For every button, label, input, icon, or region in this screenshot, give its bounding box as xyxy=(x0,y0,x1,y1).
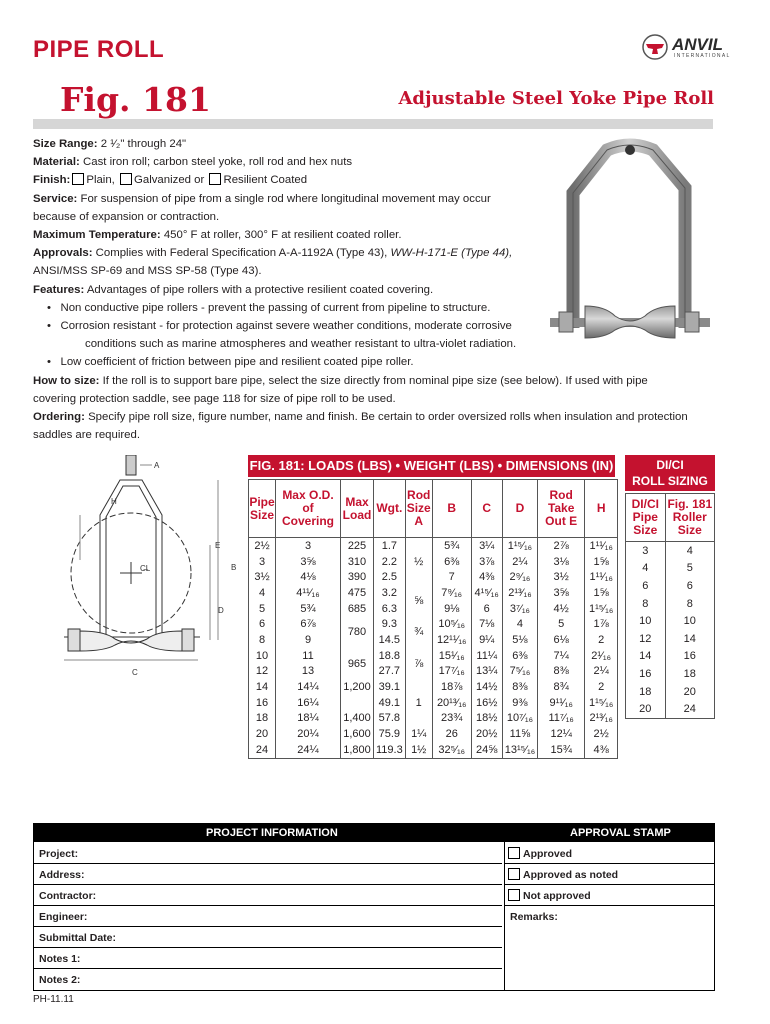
cell-pipe-size: 12 xyxy=(249,664,276,680)
cell-d: 2¹³⁄₁₆ xyxy=(502,585,537,601)
cell-c: 9¼ xyxy=(471,632,502,648)
cell-rod-size: ¾ xyxy=(405,616,432,647)
table-row xyxy=(626,542,715,560)
field-label: Project: xyxy=(39,848,79,860)
cell-max-od: 24¼ xyxy=(276,742,341,758)
cell-h: 1⅝ xyxy=(585,585,618,601)
col-pipe-size: Pipe Size xyxy=(249,480,276,538)
header-rule xyxy=(33,119,713,129)
material-label: Material: xyxy=(33,156,80,169)
howto-label: How to size: xyxy=(33,374,100,387)
dimensions-body xyxy=(249,538,618,759)
cell-max-load: 1,800 xyxy=(341,742,374,758)
cell-take-out: 3⅛ xyxy=(538,554,585,570)
cell-b: 9⅛ xyxy=(432,601,471,617)
cell-d: 8⅜ xyxy=(502,679,537,695)
feature-bullet-1: • Non conductive pipe rollers - prevent the passing of current from pipeline to structure. xyxy=(47,301,491,314)
cell-c: 20½ xyxy=(471,726,502,742)
feature-bullet-3: • Low coefficient of friction between pipe and resilient coated pipe roller. xyxy=(47,356,414,369)
bullet-2-text-b: conditions such as marine atmospheres and weather resistant to ultra-violet radiation. xyxy=(85,338,517,351)
cell-take-out: 7¼ xyxy=(538,648,585,664)
cell-d: 10⁷⁄₁₆ xyxy=(502,711,537,727)
cell-c: 13¼ xyxy=(471,664,502,680)
cell-c: 14½ xyxy=(471,679,502,695)
cell-c: 6 xyxy=(471,601,502,617)
cell-max-load: 1,600 xyxy=(341,726,374,742)
cell-c: 18½ xyxy=(471,711,502,727)
cell-rod-size: ⅝ xyxy=(405,585,432,616)
approvals-value: Complies with Federal Specification A-A-1192A (Type 43), xyxy=(95,247,388,260)
product-photo xyxy=(545,138,715,348)
service-label: Service: xyxy=(33,192,78,205)
cell-weight: 2.2 xyxy=(374,554,406,570)
table-row xyxy=(249,679,618,695)
cell-rod-size xyxy=(405,538,432,554)
cell-max-od: 11 xyxy=(276,648,341,664)
cell-take-out: 4½ xyxy=(538,601,585,617)
cell-max-od: 18¼ xyxy=(276,711,341,727)
cell-roller-size: 14 xyxy=(665,630,714,648)
cell-roller-size: 10 xyxy=(665,612,714,630)
cell-dici-pipe: 18 xyxy=(626,683,666,701)
cell-d: 13¹⁵⁄₁₆ xyxy=(502,742,537,758)
cell-c: 16½ xyxy=(471,695,502,711)
label-a: A xyxy=(154,461,160,470)
finish-plain-label: Plain, xyxy=(86,174,115,187)
col-weight: Wgt. xyxy=(374,480,406,538)
cell-take-out: 12¼ xyxy=(538,726,585,742)
cell-d: 5⅛ xyxy=(502,632,537,648)
cell-pipe-size: 6 xyxy=(249,616,276,632)
field-label: Engineer: xyxy=(39,911,88,923)
not-approved-checkbox[interactable] xyxy=(508,889,520,901)
cell-h: 2¹³⁄₁₆ xyxy=(585,711,618,727)
cell-h: 1¹⁵⁄₁₆ xyxy=(585,695,618,711)
cell-max-od: 14¼ xyxy=(276,679,341,695)
stamp-title: APPROVAL STAMP xyxy=(570,827,671,839)
cell-max-od: 20¼ xyxy=(276,726,341,742)
table-row xyxy=(249,726,618,742)
cell-pipe-size: 24 xyxy=(249,742,276,758)
cell-pipe-size: 2½ xyxy=(249,538,276,554)
size-range-value: 2 ¹⁄₂" through 24" xyxy=(100,138,187,150)
cell-take-out: 3½ xyxy=(538,569,585,585)
cell-h: 4⅜ xyxy=(585,742,618,758)
cell-weight: 49.1 xyxy=(374,695,406,711)
table-row xyxy=(626,630,715,648)
field-label: Notes 1: xyxy=(39,953,81,965)
cell-d: 11⅝ xyxy=(502,726,537,742)
finish-label: Finish: xyxy=(33,174,71,187)
cell-d: 7⁵⁄₁₆ xyxy=(502,664,537,680)
remarks-label: Remarks: xyxy=(510,911,558,923)
cell-b: 17⁷⁄₁₆ xyxy=(432,664,471,680)
cell-h: 2 xyxy=(585,632,618,648)
approvals-value-2: ANSI/MSS SP-69 and MSS SP-58 (Type 43). xyxy=(33,265,262,278)
roll-sizing-panel xyxy=(625,455,715,719)
cell-b: 12¹¹⁄₁₆ xyxy=(432,632,471,648)
col-rod-size: Rod Size A xyxy=(405,480,432,538)
cell-take-out: 8⅜ xyxy=(538,664,585,680)
anvil-logo xyxy=(642,34,742,64)
table-row xyxy=(249,742,618,758)
cell-h: 2¹⁄₁₆ xyxy=(585,648,618,664)
label-c: C xyxy=(132,668,138,677)
cell-roller-size: 6 xyxy=(665,577,714,595)
not-approved-option[interactable] xyxy=(505,885,714,906)
cell-max-load: 780 xyxy=(341,616,374,647)
approved-checkbox[interactable] xyxy=(508,847,520,859)
col-max-od: Max O.D. of Covering xyxy=(276,480,341,538)
category-title: PIPE ROLL xyxy=(33,36,165,63)
finish-coated-checkbox[interactable] xyxy=(209,173,221,185)
cell-weight: 2.5 xyxy=(374,569,406,585)
approved-label: Approved xyxy=(523,848,573,860)
table-row xyxy=(249,601,618,617)
cell-dici-pipe: 14 xyxy=(626,648,666,666)
cell-weight: 27.7 xyxy=(374,664,406,680)
cell-h: 2¼ xyxy=(585,664,618,680)
table-row xyxy=(249,711,618,727)
engineer-field[interactable] xyxy=(34,906,502,927)
dimension-drawing xyxy=(60,455,245,710)
table-row xyxy=(249,648,618,664)
cell-max-od: 9 xyxy=(276,632,341,648)
field-label: Submittal Date: xyxy=(39,932,117,944)
cell-roller-size: 18 xyxy=(665,665,714,683)
cell-max-load xyxy=(341,695,374,711)
dimensions-table xyxy=(248,479,618,759)
cell-dici-pipe: 10 xyxy=(626,612,666,630)
cell-roller-size: 8 xyxy=(665,595,714,613)
cell-d: 9⅜ xyxy=(502,695,537,711)
cell-rod-size: ⅞ xyxy=(405,648,432,679)
cell-max-od: 5¾ xyxy=(276,601,341,617)
cell-max-load: 965 xyxy=(341,648,374,679)
main-table-title: FIG. 181: LOADS (LBS) • WEIGHT (LBS) • DIMENSIONS (IN) xyxy=(248,455,615,477)
contractor-field[interactable] xyxy=(34,885,502,906)
cell-dici-pipe: 4 xyxy=(626,560,666,578)
cell-d: 6⅜ xyxy=(502,648,537,664)
cell-max-od: 4⅛ xyxy=(276,569,341,585)
project-title: PROJECT INFORMATION xyxy=(206,827,338,839)
label-e: E xyxy=(215,541,221,550)
approved-noted-label: Approved as noted xyxy=(523,869,619,881)
cell-dici-pipe: 12 xyxy=(626,630,666,648)
cell-max-load: 1,400 xyxy=(341,711,374,727)
cell-weight: 39.1 xyxy=(374,679,406,695)
col-c: C xyxy=(471,480,502,538)
approvals-italic: WW-H-171-E (Type 44), xyxy=(390,247,513,260)
cell-pipe-size: 8 xyxy=(249,632,276,648)
cell-max-load: 225 xyxy=(341,538,374,554)
cell-rod-size: 1¼ xyxy=(405,726,432,742)
cell-take-out: 15¾ xyxy=(538,742,585,758)
col-roller-size: Fig. 181 Roller Size xyxy=(665,494,714,542)
material-value: Cast iron roll; carbon steel yoke, roll rod and hex nuts xyxy=(83,156,353,169)
cell-h: 1⅞ xyxy=(585,616,618,632)
logo-sub: INTERNATIONAL xyxy=(674,53,731,59)
cell-take-out: 9¹¹⁄₁₆ xyxy=(538,695,585,711)
address-field[interactable] xyxy=(34,864,502,885)
notes-1-field[interactable] xyxy=(34,948,502,969)
ordering-value-2: saddles are required. xyxy=(33,429,141,442)
maxtemp-label: Maximum Temperature: xyxy=(33,229,161,242)
service-value-2: because of expansion or contraction. xyxy=(33,210,220,223)
table-row xyxy=(626,700,715,718)
ordering-value: Specify pipe roll size, figure number, name and finish. Be certain to order oversized rolls when insulation and protection xyxy=(88,411,688,424)
cell-weight: 57.8 xyxy=(374,711,406,727)
cell-pipe-size: 20 xyxy=(249,726,276,742)
size-range-label: Size Range: xyxy=(33,138,98,150)
col-b: B xyxy=(432,480,471,538)
roll-title-1: DI/CI xyxy=(656,458,684,472)
submittal-date-field[interactable] xyxy=(34,927,502,948)
cell-d: 4 xyxy=(502,616,537,632)
table-row xyxy=(626,665,715,683)
cell-rod-size: ½ xyxy=(405,554,432,570)
features-value: Advantages of pipe rollers with a protective resilient coated covering. xyxy=(86,283,434,296)
table-row xyxy=(249,554,618,570)
project-information-form xyxy=(33,823,715,991)
approvals-label: Approvals: xyxy=(33,247,93,260)
cell-max-load: 1,200 xyxy=(341,679,374,695)
col-d: D xyxy=(502,480,537,538)
cell-c: 24⅝ xyxy=(471,742,502,758)
cell-roller-size: 24 xyxy=(665,700,714,718)
cell-take-out: 6⅛ xyxy=(538,632,585,648)
cell-pipe-size: 18 xyxy=(249,711,276,727)
cell-b: 20¹³⁄₁₆ xyxy=(432,695,471,711)
cell-max-od: 3⅝ xyxy=(276,554,341,570)
cell-weight: 119.3 xyxy=(374,742,406,758)
label-d: D xyxy=(218,606,224,615)
cell-weight: 6.3 xyxy=(374,601,406,617)
cell-roller-size: 20 xyxy=(665,683,714,701)
finish-galvanized-checkbox[interactable] xyxy=(120,173,132,185)
approved-option[interactable] xyxy=(505,843,714,864)
cell-c: 3⅞ xyxy=(471,554,502,570)
howto-value-2: covering protection saddle, see page 118 for size of pipe roll to be used. xyxy=(33,392,396,405)
cell-max-od: 4¹¹⁄₁₆ xyxy=(276,585,341,601)
table-row xyxy=(249,616,618,632)
cell-weight: 14.5 xyxy=(374,632,406,648)
finish-galvanized-label: Galvanized or xyxy=(134,174,205,187)
cell-dici-pipe: 3 xyxy=(626,542,666,560)
table-row xyxy=(249,664,618,680)
cell-weight: 75.9 xyxy=(374,726,406,742)
cell-pipe-size: 16 xyxy=(249,695,276,711)
table-row xyxy=(249,695,618,711)
cell-d: 3⁷⁄₁₆ xyxy=(502,601,537,617)
cell-weight: 9.3 xyxy=(374,616,406,632)
finish-plain-checkbox[interactable] xyxy=(72,173,84,185)
maxtemp-value: 450° F at roller, 300° F at resilient coated roller. xyxy=(163,229,402,242)
bullet-2-text: Corrosion resistant - for protection against severe weather conditions, moderate corrosive xyxy=(60,320,512,333)
col-dici-pipe: DI/CI Pipe Size xyxy=(626,494,666,542)
cell-dici-pipe: 20 xyxy=(626,700,666,718)
cell-b: 32⁵⁄₁₆ xyxy=(432,742,471,758)
cell-h: 1⅝ xyxy=(585,554,618,570)
cell-roller-size: 5 xyxy=(665,560,714,578)
cell-take-out: 11⁷⁄₁₆ xyxy=(538,711,585,727)
ordering-label: Ordering: xyxy=(33,411,85,424)
cell-rod-size xyxy=(405,679,432,695)
cell-pipe-size: 3 xyxy=(249,554,276,570)
label-cl: C̶L xyxy=(140,564,151,573)
label-h: H xyxy=(111,497,117,506)
field-label: Address: xyxy=(39,869,85,881)
cell-dici-pipe: 6 xyxy=(626,577,666,595)
col-h: H xyxy=(585,480,618,538)
cell-b: 10⁵⁄₁₆ xyxy=(432,616,471,632)
table-row xyxy=(249,632,618,648)
table-row xyxy=(626,612,715,630)
page-number: PH-11.11 xyxy=(33,994,74,1005)
bullet-1-text: Non conductive pipe rollers - prevent the passing of current from pipeline to structure. xyxy=(60,301,491,314)
cell-weight: 18.8 xyxy=(374,648,406,664)
cell-pipe-size: 3½ xyxy=(249,569,276,585)
not-approved-label: Not approved xyxy=(523,890,591,902)
cell-max-load: 475 xyxy=(341,585,374,601)
cell-pipe-size: 4 xyxy=(249,585,276,601)
cell-b: 6⅜ xyxy=(432,554,471,570)
cell-dici-pipe: 16 xyxy=(626,665,666,683)
table-row xyxy=(249,569,618,585)
notes-2-field[interactable] xyxy=(34,969,502,989)
cell-rod-size: 1½ xyxy=(405,742,432,758)
cell-h: 1¹¹⁄₁₆ xyxy=(585,538,618,554)
project-field[interactable] xyxy=(34,843,502,864)
feature-bullet-2: • Corrosion resistant - for protection against severe weather conditions, moderate corrosive xyxy=(47,320,512,333)
cell-d: 2¼ xyxy=(502,554,537,570)
cell-max-od: 16¼ xyxy=(276,695,341,711)
cell-rod-size: 1 xyxy=(405,695,432,711)
table-row xyxy=(626,648,715,666)
roll-sizing-body xyxy=(626,542,715,719)
cell-roller-size: 16 xyxy=(665,648,714,666)
cell-c: 3¼ xyxy=(471,538,502,554)
cell-take-out: 3⅝ xyxy=(538,585,585,601)
cell-take-out: 8¾ xyxy=(538,679,585,695)
cell-roller-size: 4 xyxy=(665,542,714,560)
table-row xyxy=(249,538,618,554)
cell-b: 7⁹⁄₁₆ xyxy=(432,585,471,601)
bullet-3-text: Low coefficient of friction between pipe and resilient coated pipe roller. xyxy=(60,356,414,369)
cell-weight: 3.2 xyxy=(374,585,406,601)
cell-max-od: 6⅞ xyxy=(276,616,341,632)
project-header-bar xyxy=(34,824,714,842)
cell-b: 23¾ xyxy=(432,711,471,727)
cell-take-out: 5 xyxy=(538,616,585,632)
cell-c: 4¹⁵⁄₁₆ xyxy=(471,585,502,601)
cell-rod-size xyxy=(405,711,432,727)
cell-rod-size xyxy=(405,569,432,585)
approved-noted-option[interactable] xyxy=(505,864,714,885)
cell-weight: 1.7 xyxy=(374,538,406,554)
table-row xyxy=(626,560,715,578)
approved-noted-checkbox[interactable] xyxy=(508,868,520,880)
cell-b: 7 xyxy=(432,569,471,585)
table-row xyxy=(626,595,715,613)
field-label: Contractor: xyxy=(39,890,97,902)
cell-h: 1¹¹⁄₁₆ xyxy=(585,569,618,585)
field-label: Notes 2: xyxy=(39,974,81,986)
cell-b: 15¹⁄₁₆ xyxy=(432,648,471,664)
cell-b: 18⅞ xyxy=(432,679,471,695)
cell-take-out: 2⅞ xyxy=(538,538,585,554)
cell-max-load: 310 xyxy=(341,554,374,570)
roll-title-2: ROLL SIZING xyxy=(632,474,708,488)
anvil-mark-icon xyxy=(642,34,670,60)
cell-b: 5¾ xyxy=(432,538,471,554)
cell-pipe-size: 10 xyxy=(249,648,276,664)
product-name: Adjustable Steel Yoke Pipe Roll xyxy=(398,88,714,109)
logo-brand: ANVIL xyxy=(672,35,723,54)
cell-pipe-size: 14 xyxy=(249,679,276,695)
roll-sizing-table xyxy=(625,493,715,719)
cell-max-od: 3 xyxy=(276,538,341,554)
cell-pipe-size: 5 xyxy=(249,601,276,617)
cell-c: 4⅜ xyxy=(471,569,502,585)
finish-coated-label: Resilient Coated xyxy=(223,174,308,187)
col-take-out: Rod Take Out E xyxy=(538,480,585,538)
cell-d: 1¹⁵⁄₁₆ xyxy=(502,538,537,554)
cell-max-load: 390 xyxy=(341,569,374,585)
table-row xyxy=(249,585,618,601)
cell-max-load: 685 xyxy=(341,601,374,617)
col-max-load: Max Load xyxy=(341,480,374,538)
cell-max-od: 13 xyxy=(276,664,341,680)
howto-value: If the roll is to support bare pipe, select the size directly from nominal pipe size (see below). If used with pipe xyxy=(102,374,648,387)
figure-number: Fig. 181 xyxy=(60,80,211,119)
roll-sizing-title xyxy=(625,455,715,491)
cell-c: 7⅛ xyxy=(471,616,502,632)
service-value: For suspension of pipe from a single rod where longitudinal movement may occur xyxy=(80,192,491,205)
cell-dici-pipe: 8 xyxy=(626,595,666,613)
table-row xyxy=(626,683,715,701)
table-row xyxy=(626,577,715,595)
cell-h: 1¹⁵⁄₁₆ xyxy=(585,601,618,617)
cell-h: 2½ xyxy=(585,726,618,742)
cell-c: 11¼ xyxy=(471,648,502,664)
cell-b: 26 xyxy=(432,726,471,742)
cell-h: 2 xyxy=(585,679,618,695)
label-b: B xyxy=(231,563,237,572)
cell-d: 2⁹⁄₁₆ xyxy=(502,569,537,585)
features-label: Features: xyxy=(33,283,85,296)
